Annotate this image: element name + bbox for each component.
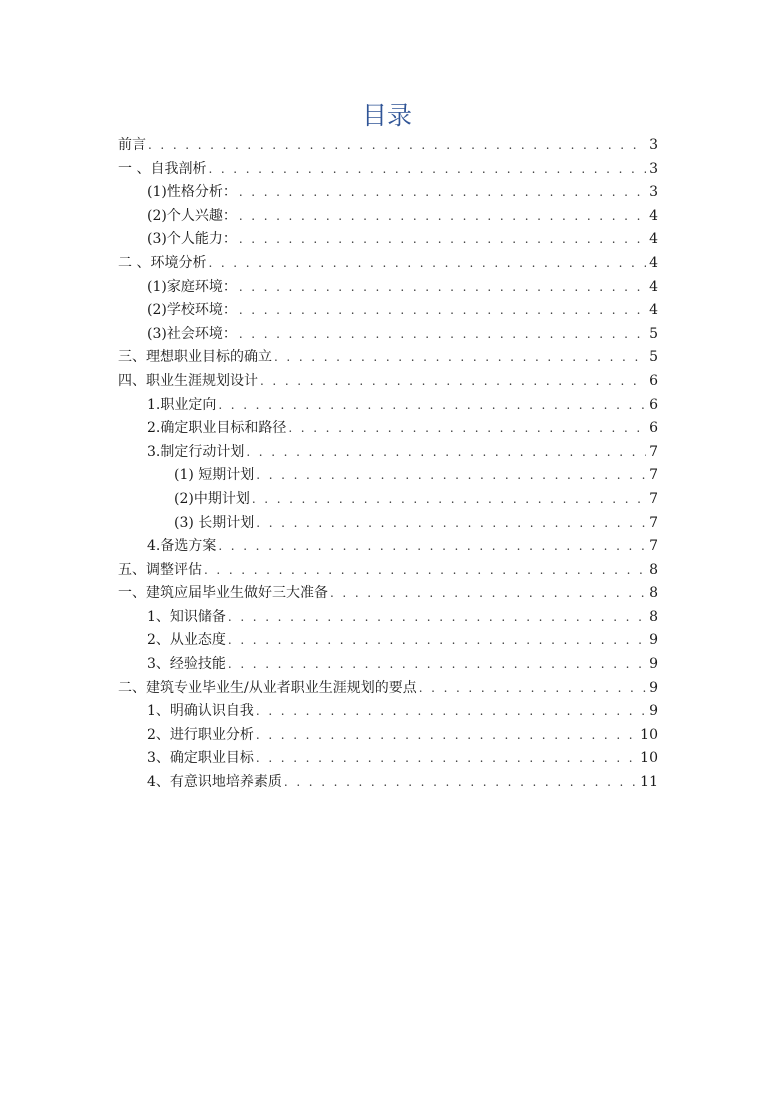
dot-leader xyxy=(256,512,646,536)
toc-entry[interactable] xyxy=(118,488,658,512)
toc-entry[interactable] xyxy=(118,771,658,795)
dot-leader xyxy=(330,582,646,606)
toc-entry-label: 3、确定职业目标 xyxy=(147,750,254,767)
dot-leader xyxy=(239,323,646,347)
toc-entry[interactable] xyxy=(118,228,658,252)
toc-entry[interactable] xyxy=(118,535,658,559)
toc-entry[interactable] xyxy=(118,677,658,701)
toc-entry-label: 1、明确认识自我 xyxy=(147,703,254,720)
toc-entry[interactable] xyxy=(118,606,658,630)
toc-entry-page: 6 xyxy=(649,396,658,413)
toc-entry[interactable] xyxy=(118,417,658,441)
dot-leader xyxy=(208,252,646,276)
dot-leader xyxy=(228,629,646,653)
toc-entry[interactable] xyxy=(118,582,658,606)
toc-entry-page: 10 xyxy=(640,726,658,743)
toc-entry-page: 10 xyxy=(640,750,658,767)
toc-entry[interactable] xyxy=(118,653,658,677)
dot-leader xyxy=(208,158,646,182)
toc-entry-page: 8 xyxy=(649,608,658,625)
toc-entry-label: 三、理想职业目标的确立 xyxy=(118,349,272,366)
toc-entry[interactable] xyxy=(118,394,658,418)
toc-entry-page: 9 xyxy=(649,679,658,696)
toc-entry[interactable] xyxy=(118,370,658,394)
dot-leader xyxy=(204,559,646,583)
toc-entry-label: 前言 xyxy=(118,137,146,153)
dot-leader xyxy=(239,181,646,205)
toc-entry-label: (1) 短期计划 xyxy=(174,467,255,484)
toc-entry-label: 四、职业生涯规划设计 xyxy=(118,372,258,389)
toc-title: 目录 xyxy=(361,101,412,130)
toc-entry-page: 4 xyxy=(649,231,658,248)
toc-entry-label: (1)性格分析： xyxy=(147,184,237,201)
toc-entry-page: 6 xyxy=(649,372,658,389)
toc-entry-label: (3)个人能力： xyxy=(147,231,237,248)
toc-entry-page: 6 xyxy=(649,420,658,437)
toc-entry-page: 8 xyxy=(649,561,658,578)
toc-entry-page: 9 xyxy=(649,703,658,720)
dot-leader xyxy=(256,700,646,724)
toc-entry-label: (2)中期计划 xyxy=(174,490,250,507)
toc-entry[interactable] xyxy=(118,158,658,182)
toc-entry[interactable] xyxy=(118,181,658,205)
toc-entry[interactable] xyxy=(118,205,658,229)
toc-entry-page: 4 xyxy=(649,302,658,319)
toc-entry-label: (1)家庭环境： xyxy=(147,278,237,295)
dot-leader xyxy=(274,346,646,370)
toc-entry-label: 二、建筑专业毕业生/从业者职业生涯规划的要点 xyxy=(118,679,417,696)
dot-leader xyxy=(256,747,637,771)
dot-leader xyxy=(288,417,646,441)
toc-entry-page: 9 xyxy=(649,656,658,673)
dot-leader xyxy=(239,205,646,229)
toc-entry-label: (3) 长期计划 xyxy=(174,514,255,531)
toc-entry-page: 8 xyxy=(649,585,658,602)
toc-entry-label: (3)社会环境： xyxy=(147,325,237,342)
dot-leader xyxy=(218,535,646,559)
toc-entry-page: 7 xyxy=(649,467,658,484)
toc-entry-page: 3 xyxy=(649,160,658,177)
toc-entry[interactable] xyxy=(118,346,658,370)
table-of-contents xyxy=(118,134,658,795)
dot-leader xyxy=(239,228,646,252)
dot-leader xyxy=(256,724,637,748)
toc-entry-page: 7 xyxy=(649,538,658,555)
toc-entry-page: 7 xyxy=(649,514,658,531)
toc-entry-page: 3 xyxy=(649,184,658,201)
toc-entry-page: 4 xyxy=(649,278,658,295)
toc-entry-page: 4 xyxy=(649,207,658,224)
toc-entry-page: 5 xyxy=(649,349,658,366)
toc-entry[interactable] xyxy=(118,700,658,724)
toc-entry[interactable] xyxy=(118,724,658,748)
toc-entry-label: 一 、自我剖析 xyxy=(118,160,207,177)
toc-entry[interactable] xyxy=(118,464,658,488)
toc-entry-page: 9 xyxy=(649,632,658,649)
toc-entry[interactable] xyxy=(118,559,658,583)
toc-entry[interactable] xyxy=(118,276,658,300)
dot-leader xyxy=(284,771,637,795)
toc-entry-label: 二 、环境分析 xyxy=(118,254,207,271)
toc-entry-page: 7 xyxy=(649,490,658,507)
dot-leader xyxy=(148,134,646,158)
toc-entry-label: (2)学校环境： xyxy=(147,302,237,319)
toc-entry-label: 2.确定职业目标和路径 xyxy=(147,420,287,437)
toc-entry-label: 4、有意识地培养素质 xyxy=(147,774,282,791)
toc-entry[interactable] xyxy=(118,441,658,465)
toc-entry[interactable] xyxy=(118,629,658,653)
dot-leader xyxy=(419,677,646,701)
dot-leader xyxy=(228,606,646,630)
toc-entry-label: 3、经验技能 xyxy=(147,656,226,673)
dot-leader xyxy=(260,370,646,394)
dot-leader xyxy=(252,488,646,512)
toc-entry-label: 3.制定行动计划 xyxy=(147,443,245,460)
dot-leader xyxy=(239,276,646,300)
toc-entry-label: 五、调整评估 xyxy=(118,561,202,578)
toc-entry-page: 5 xyxy=(649,325,658,342)
dot-leader xyxy=(239,299,646,323)
toc-entry[interactable] xyxy=(118,299,658,323)
toc-entry-label: 2、进行职业分析 xyxy=(147,726,254,743)
dot-leader xyxy=(256,464,646,488)
dot-leader xyxy=(246,441,646,465)
toc-entry-label: 一、建筑应届毕业生做好三大准备 xyxy=(118,585,328,602)
toc-entry-label: 2、从业态度 xyxy=(147,632,226,649)
dot-leader xyxy=(228,653,646,677)
toc-entry[interactable] xyxy=(118,252,658,276)
toc-entry-label: 1、知识储备 xyxy=(147,608,226,625)
toc-entry-page: 4 xyxy=(649,254,658,271)
toc-entry-label: 1.职业定向 xyxy=(147,396,217,413)
toc-entry[interactable] xyxy=(118,512,658,536)
toc-entry-page: 7 xyxy=(649,443,658,460)
toc-entry-label: (2)个人兴趣： xyxy=(147,207,237,224)
toc-entry-page: 11 xyxy=(640,774,658,791)
toc-entry[interactable] xyxy=(118,134,658,158)
dot-leader xyxy=(218,394,646,418)
toc-entry[interactable] xyxy=(118,323,658,347)
toc-entry[interactable] xyxy=(118,747,658,771)
toc-entry-page: 3 xyxy=(649,137,658,153)
toc-entry-label: 4.备选方案 xyxy=(147,538,217,555)
